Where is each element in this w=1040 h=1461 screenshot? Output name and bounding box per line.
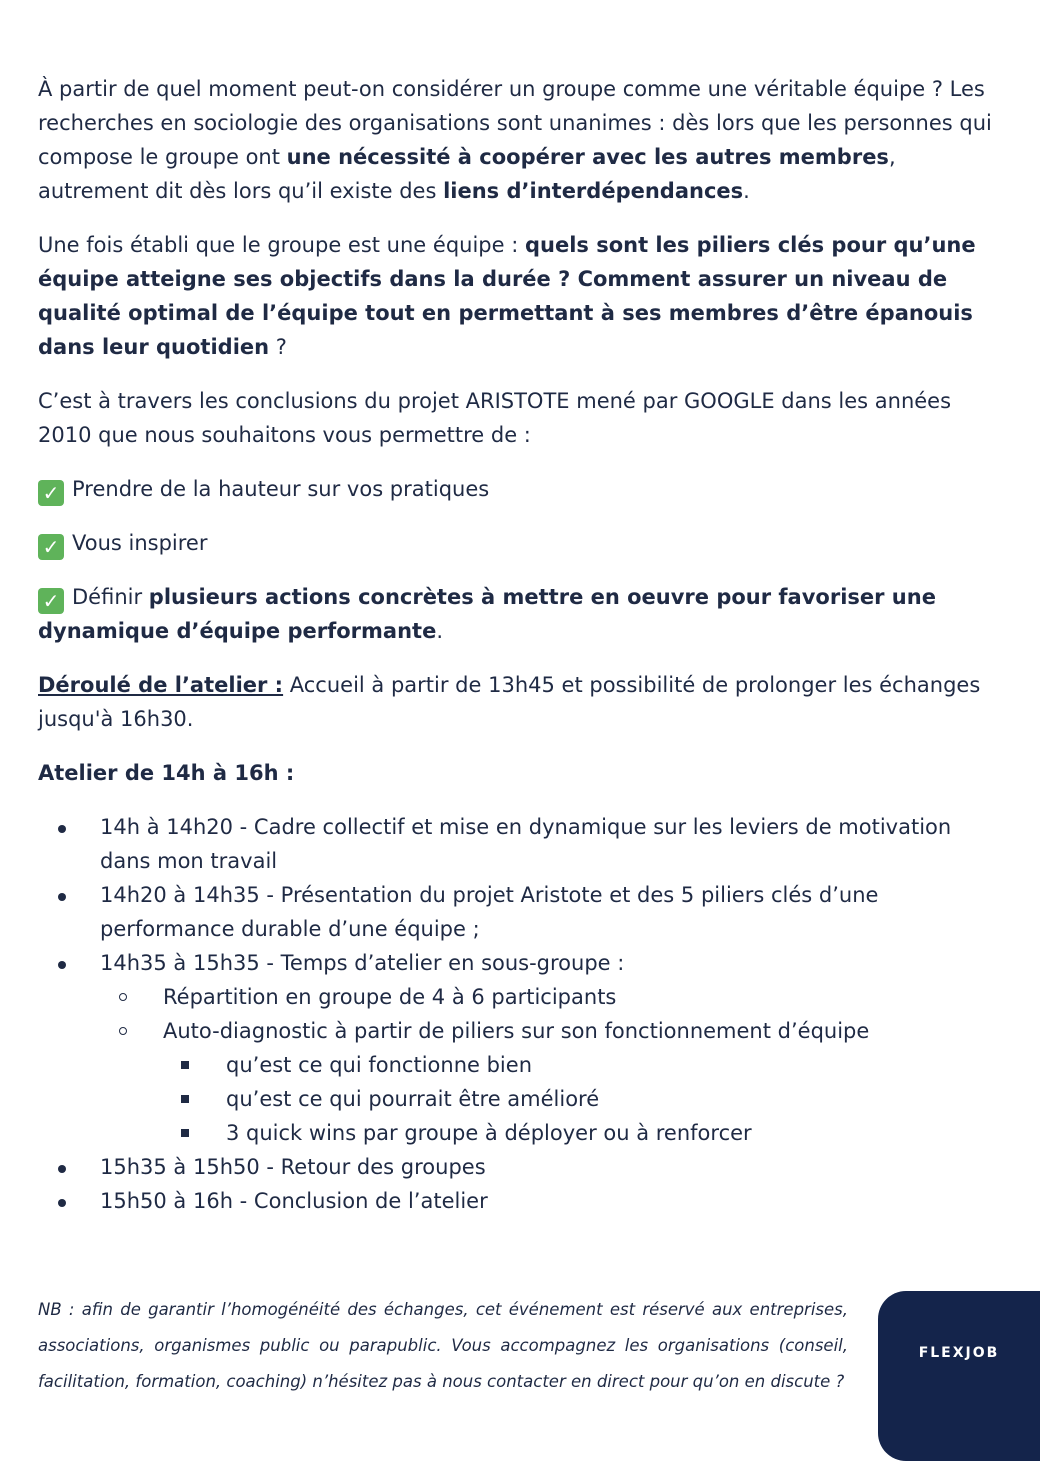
check-item-1 — [38, 472, 1003, 506]
check-mark-icon: ✓ — [38, 480, 64, 506]
atelier-title — [38, 756, 1003, 790]
intro-text: À partir de quel moment peut-on considérer un groupe comme une véritable équipe ? Les recherches en sociologie des organisations sont unanimes : dès lors que les personnes qui compose le groupe ont — [38, 77, 992, 169]
check-item-emphasis: plusieurs actions concrètes à mettre en oeuvre pour favoriser une dynamique d’équipe performante — [38, 585, 936, 643]
sub-sub-item-text: qu’est ce qui fonctionne bien — [226, 1053, 532, 1077]
main-content — [38, 72, 1003, 1218]
check-item-2 — [38, 526, 1003, 560]
deroule-label: Déroulé de l’atelier : — [38, 673, 284, 697]
square-bullet-icon — [181, 1129, 189, 1137]
sub-sub-item — [163, 1082, 1003, 1116]
intro-text: . — [743, 179, 750, 203]
schedule-item — [38, 946, 1003, 1150]
circle-bullet-icon — [119, 1027, 127, 1035]
schedule-item-text: 15h50 à 16h - Conclusion de l’atelier — [100, 1189, 488, 1213]
schedule-item — [38, 878, 1003, 946]
square-bullet-icon — [181, 1095, 189, 1103]
schedule-item-text: 14h35 à 15h35 - Temps d’atelier en sous-groupe : — [100, 951, 625, 975]
deroule-paragraph — [38, 668, 1003, 736]
schedule-item — [38, 810, 1003, 878]
logo-text: FLEXJOB — [918, 1345, 1000, 1361]
sub-sub-item — [163, 1116, 1003, 1150]
schedule-item-text: 14h à 14h20 - Cadre collectif et mise en dynamique sur les leviers de motivation dans mon travail — [100, 815, 952, 873]
check-mark-icon: ✓ — [38, 534, 64, 560]
sub-list — [100, 980, 1003, 1150]
schedule-item-text: 14h20 à 14h35 - Présentation du projet Aristote et des 5 piliers clés d’une performance durable d’une équipe ; — [100, 883, 879, 941]
sub-item-text: Répartition en groupe de 4 à 6 participants — [163, 985, 617, 1009]
sub-item-text: Auto-diagnostic à partir de piliers sur son fonctionnement d’équipe — [163, 1019, 870, 1043]
footer-note: NB : afin de garantir l’homogénéité des échanges, cet événement est réservé aux entreprises, associations, organismes public ou parapublic. Vous accompagnez les organisations (conseil, facilitation, formation, coaching) n’hésitez pas à nous contacter en direct pour qu’on en discute ? — [38, 1300, 848, 1391]
sub-sub-item-text: 3 quick wins par groupe à déployer ou à renforcer — [226, 1121, 752, 1145]
intro-emphasis: liens d’interdépendances — [443, 179, 744, 203]
check-item-text: . — [436, 619, 444, 643]
bullet-icon — [58, 1165, 66, 1173]
check-item-3 — [38, 580, 1003, 648]
check-item-text: Vous inspirer — [72, 531, 208, 555]
sub-sub-item-text: qu’est ce qui pourrait être amélioré — [226, 1087, 600, 1111]
check-item-text: Prendre de la hauteur sur vos pratiques — [72, 477, 490, 501]
check-item-text: Définir — [72, 585, 149, 609]
square-bullet-icon — [181, 1061, 189, 1069]
intro-text: , autrement dit dès lors qu’il existe des — [38, 145, 896, 203]
schedule-list — [38, 810, 1003, 1218]
schedule-item — [38, 1150, 1003, 1184]
intro-text: ? — [269, 335, 287, 359]
intro-emphasis: une nécessité à coopérer avec les autres membres — [286, 145, 889, 169]
schedule-item — [38, 1184, 1003, 1218]
bullet-icon — [58, 1199, 66, 1207]
circle-bullet-icon — [119, 993, 127, 1001]
intro-paragraph-3: C’est à travers les conclusions du projet ARISTOTE mené par GOOGLE dans les années 2010 que nous souhaitons vous permettre de : — [38, 389, 952, 447]
deroule-text: Accueil à partir de 13h45 et possibilité de prolonger les échanges jusqu'à 16h30. — [38, 673, 981, 731]
check-mark-icon: ✓ — [38, 588, 64, 614]
atelier-title-text: Atelier de 14h à 16h : — [38, 761, 295, 785]
sub-sub-item — [163, 1048, 1003, 1082]
sub-sub-list — [163, 1048, 1003, 1150]
intro-text: Une fois établi que le groupe est une équipe : — [38, 233, 525, 257]
schedule-item-text: 15h35 à 15h50 - Retour des groupes — [100, 1155, 486, 1179]
intro-paragraph-1 — [38, 72, 1003, 208]
sub-item — [100, 980, 1003, 1014]
bullet-icon — [58, 893, 66, 901]
intro-emphasis: quels sont les piliers clés pour qu’une équipe atteigne ses objectifs dans la durée ? Comment assurer un niveau de qualité optimal de l’équipe tout en permettant à ses membres d’être épanouis dans leur quotidien — [38, 233, 976, 359]
intro-paragraph-2 — [38, 228, 1003, 364]
sub-item — [100, 1014, 1003, 1150]
bullet-icon — [58, 961, 66, 969]
bullet-icon — [58, 825, 66, 833]
